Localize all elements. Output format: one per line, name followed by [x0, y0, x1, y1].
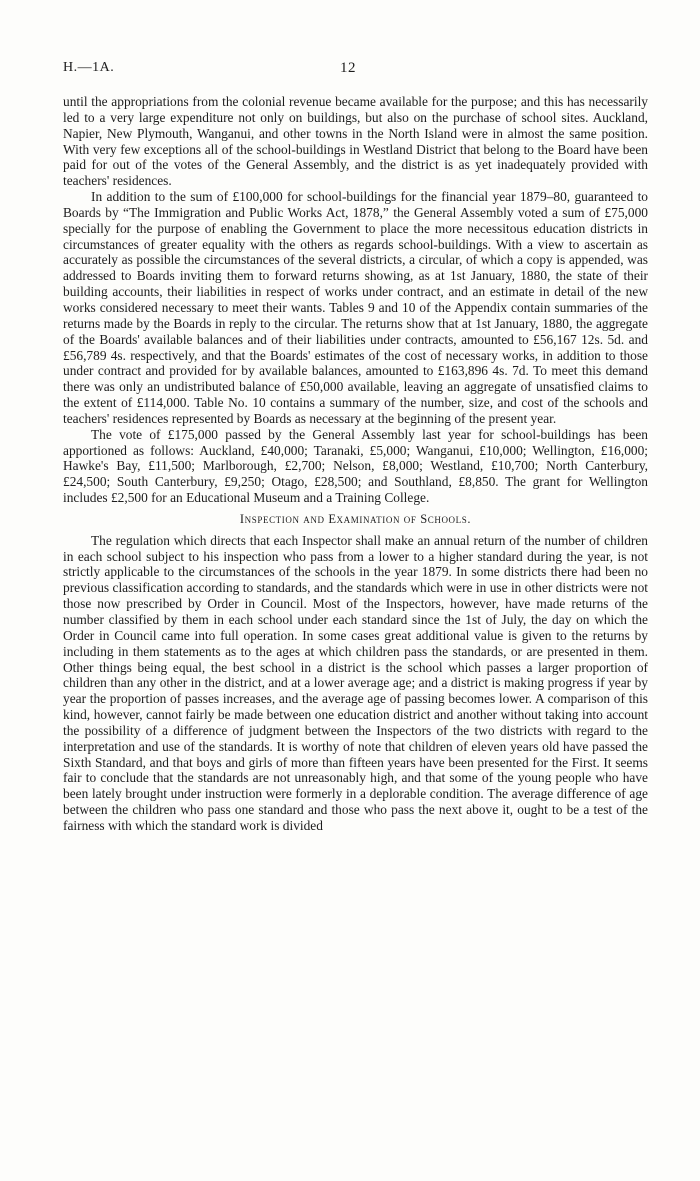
- paragraph-inspection: The regulation which directs that each Inspector shall make an annual return of the number of children in each school subject to his inspection who pass from a lower to a higher standard during the year, is not strictly applicable to the circumstances of the schools in the year 1879. In some districts there had been no previous classification according to standards, and the standards which were in use in other districts were not those now prescribed by Order in Council. Most of the Inspectors, however, have made returns of the number classified by them in each school under each standard since the 1st of July, the day on which the Order in Council came into full operation. In some cases great additional value is given to the returns by including in them statements as to the ages at which children pass the standards, or are presented in them. Other things being equal, the best school in a district is the school which passes a larger proportion of children than any other in the district, and at a lower average age; and a district is making progress if year by year the proportion of passes increases, and the average age of passing becomes lower. A comparison of this kind, however, cannot fairly be made between one education district and another without taking into account the possibility of a difference of judgment between the Inspectors of the two districts with regard to the interpretation and use of the standards. It is worthy of note that children of eleven years old have passed the Sixth Standard, and that boys and girls of more than fifteen years have been presented for the First. It seems fair to conclude that the standards are not unreasonably high, and that some of the young people who have been lately brought under instruction were formerly in a deplorable condition. The average difference of age between the children who pass one standard and those who pass the next above it, ought to be a test of the fairness with which the standard work is divided: [63, 532, 648, 833]
- running-header: [63, 60, 648, 80]
- paragraph-continuation: until the appropriations from the colonial revenue became available for the purpose; and this has necessarily led to a very large expenditure not only on buildings, but also on the purchase of school sites. Auckland, Napier, New Plymouth, Wanganui, and other towns in the North Island were in almost the same position. With very few exceptions all of the school-buildings in Westland District that belong to the Board have been paid for out of the votes of the General Assembly, and the district is as yet inadequately provided with teachers' residences.: [63, 94, 648, 189]
- body-text: [63, 94, 648, 834]
- paragraph-school-buildings-vote: In addition to the sum of £100,000 for school-buildings for the financial year 1879–80, guaranteed to Boards by “The Immigration and Public Works Act, 1878,” the General Assembly voted a sum of £75,000 specially for the purpose of enabling the Government to place the more necessitous education districts in circumstances of greater equality with the others as regards school-buildings. With a view to ascertain as accurately as possible the circumstances of the several districts, a circular, of which a copy is appended, was addressed to Boards inviting them to forward returns showing, as at 1st January, 1880, the state of their building accounts, their liabilities in respect of works under contract, and an estimate in detail of the new works considered necessary to meet their wants. Tables 9 and 10 of the Appendix contain summaries of the returns made by the Boards in reply to the circular. The returns show that at 1st January, 1880, the aggregate of the Boards' available balances and of their liabilities under contracts, amounted to £56,167 12s. 5d. and £56,789 4s. respectively, and that the Boards' estimates of the cost of necessary works, in addition to those under contract and provided for by available balances, amounted to £163,896 4s. 7d. To meet this demand there was only an undistributed balance of £50,000 available, leaving an aggregate of unsatisfied claims to the extent of £114,000. Table No. 10 contains a summary of the number, size, and cost of the schools and teachers' residences represented by Boards as necessary at the beginning of the present year.: [63, 189, 648, 426]
- page-number: 12: [340, 60, 356, 76]
- paragraph-apportionment: The vote of £175,000 passed by the General Assembly last year for school-buildings has been apportioned as follows: Auckland, £40,000; Taranaki, £5,000; Wanganui, £10,000; Wellington, £16,000; Hawke's Bay, £11,500; Marlborough, £2,700; Nelson, £8,000; Westland, £10,700; North Canterbury, £24,500; South Canterbury, £9,250; Otago, £28,500; and Southland, £8,850. The grant for Wellington includes £2,500 for an Educational Museum and a Training College.: [63, 426, 648, 506]
- document-reference: H.—1A.: [63, 60, 115, 75]
- section-heading: Inspection and Examination of Schools.: [239, 511, 472, 526]
